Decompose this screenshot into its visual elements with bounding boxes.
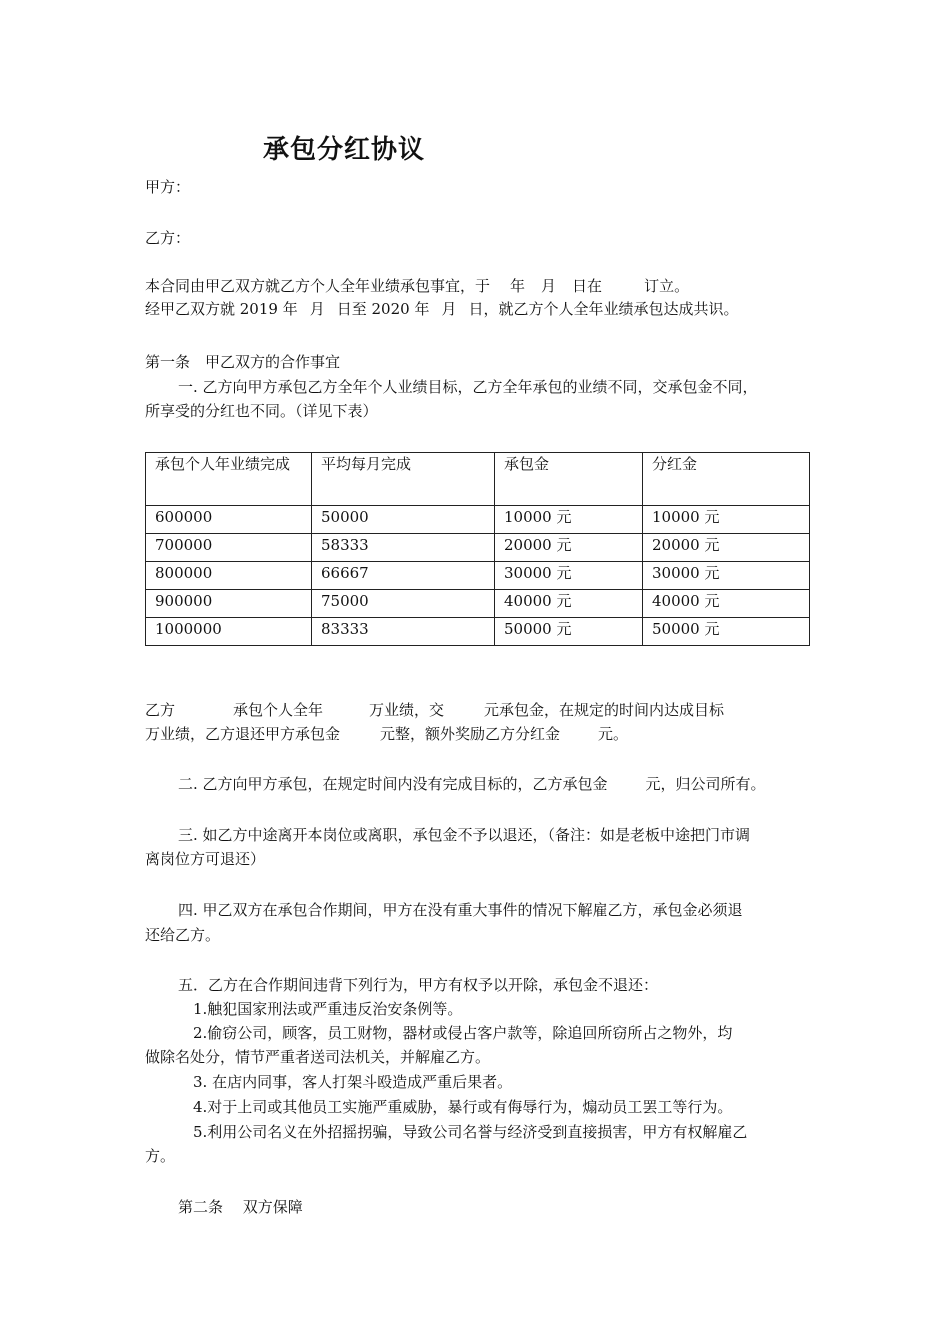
clause-text: 二. 乙方向甲方承包，在规定时间内没有完成目标的，乙方承包金 <box>178 775 608 793</box>
item-5-sub-2-line-2: 做除名处分，情节严重者送司法机关，并解雇乙方。 <box>145 1048 491 1066</box>
table-header-cell: 承包金 <box>495 453 643 506</box>
table-cell: 40000 元 <box>495 590 643 618</box>
table-row <box>146 534 810 562</box>
intro-end: 日，就乙方个人全年业绩承包达成共识。 <box>468 300 739 318</box>
party-a-label: 甲方： <box>145 178 191 196</box>
intro-month: 月 <box>541 277 557 295</box>
article-1-heading: 第一条 甲乙双方的合作事宜 <box>145 353 341 371</box>
table-header-cell: 承包个人年业绩完成 <box>146 453 312 506</box>
clause-text: 元整，额外奖励乙方分红金 <box>380 725 561 743</box>
item-5-sub-5-line-2: 方。 <box>145 1147 176 1165</box>
intro-line-1 <box>145 276 689 296</box>
intro-day: 日在 <box>572 277 603 295</box>
item-3-line-2: 离岗位方可退还） <box>145 850 266 868</box>
table-header-cell: 分红金 <box>643 453 810 506</box>
table-cell: 50000 元 <box>495 618 643 646</box>
table-cell: 83333 <box>312 618 495 646</box>
item-5-sub-4: 4.对于上司或其他员工实施严重威胁，暴行或有侮辱行为，煽动员工罢工等行为。 <box>193 1098 733 1116</box>
item-3-line-1: 三. 如乙方中途离开本岗位或离职，承包金不予以退还，（备注：如是老板中途把门市调 <box>178 826 751 844</box>
contract-tier-table <box>145 452 810 646</box>
table-cell: 10000 元 <box>643 506 810 534</box>
clause-text: 万业绩，乙方退还甲方承包金 <box>145 725 341 743</box>
item-5-sub-3: 3. 在店内同事，客人打架斗殴造成严重后果者。 <box>193 1073 513 1091</box>
table-cell: 30000 元 <box>643 562 810 590</box>
clause-text: 元承包金，在规定的时间内达成目标 <box>484 701 725 719</box>
intro-text: 本合同由甲乙双方就乙方个人全年业绩承包事宜，于 <box>145 277 491 295</box>
article-1-item-1-line-2: 所享受的分红也不同。（详见下表） <box>145 402 378 420</box>
clause-text: 承包个人全年 <box>233 701 324 719</box>
intro-year: 年 <box>510 277 526 295</box>
table-row <box>146 618 810 646</box>
table-cell: 75000 <box>312 590 495 618</box>
table-header-cell: 平均每月完成 <box>312 453 495 506</box>
table-cell: 700000 <box>146 534 312 562</box>
table-cell: 58333 <box>312 534 495 562</box>
document-title: 承包分红协议 <box>263 135 426 165</box>
table-row <box>146 562 810 590</box>
clause-text: 乙方 <box>145 701 176 719</box>
table-row <box>146 590 810 618</box>
item-4-line-1: 四. 甲乙双方在承包合作期间，甲方在没有重大事件的情况下解雇乙方，承包金必须退 <box>178 901 743 919</box>
intro-month: 月 <box>309 300 325 318</box>
intro-day: 日至 2020 年 <box>336 300 430 318</box>
table-cell: 66667 <box>312 562 495 590</box>
item-2 <box>178 774 766 794</box>
blank-clause-line-1 <box>145 700 724 720</box>
item-5-sub-2-line-1: 2.偷窃公司，顾客，员工财物，器材或侵占客户款等，除追回所窃所占之物外，均 <box>193 1024 733 1042</box>
table-cell: 50000 元 <box>643 618 810 646</box>
party-b-label: 乙方： <box>145 229 191 247</box>
table-row <box>146 506 810 534</box>
clause-text: 元，归公司所有。 <box>645 775 766 793</box>
item-5-heading: 五．乙方在合作期间违背下列行为，甲方有权予以开除，承包金不退还： <box>178 976 659 994</box>
intro-month: 月 <box>441 300 457 318</box>
table-cell: 900000 <box>146 590 312 618</box>
table-cell: 20000 元 <box>643 534 810 562</box>
clause-text: 万业绩，交 <box>369 701 445 719</box>
item-5-sub-5-line-1: 5.利用公司名义在外招摇拐骗，导致公司名誉与经济受到直接损害，甲方有权解雇乙 <box>193 1123 748 1141</box>
blank-clause-line-2 <box>145 724 628 744</box>
table-cell: 1000000 <box>146 618 312 646</box>
intro-end: 订立。 <box>644 277 690 295</box>
table-cell: 600000 <box>146 506 312 534</box>
intro-text: 经甲乙双方就 2019 年 <box>145 300 298 318</box>
article-1-item-1-line-1: 一. 乙方向甲方承包乙方全年个人业绩目标，乙方全年承包的业绩不同，交承包金不同， <box>178 378 758 396</box>
table-header-row <box>146 453 810 506</box>
table-cell: 40000 元 <box>643 590 810 618</box>
item-5-sub-1: 1.触犯国家刑法或严重违反治安条例等。 <box>193 1000 463 1018</box>
table-cell: 20000 元 <box>495 534 643 562</box>
table-cell: 800000 <box>146 562 312 590</box>
item-4-line-2: 还给乙方。 <box>145 926 221 944</box>
clause-text: 元。 <box>598 725 629 743</box>
table-cell: 10000 元 <box>495 506 643 534</box>
article-2-heading: 第二条 双方保障 <box>178 1198 303 1216</box>
table-cell: 30000 元 <box>495 562 643 590</box>
table-cell: 50000 <box>312 506 495 534</box>
intro-line-2 <box>145 299 738 319</box>
